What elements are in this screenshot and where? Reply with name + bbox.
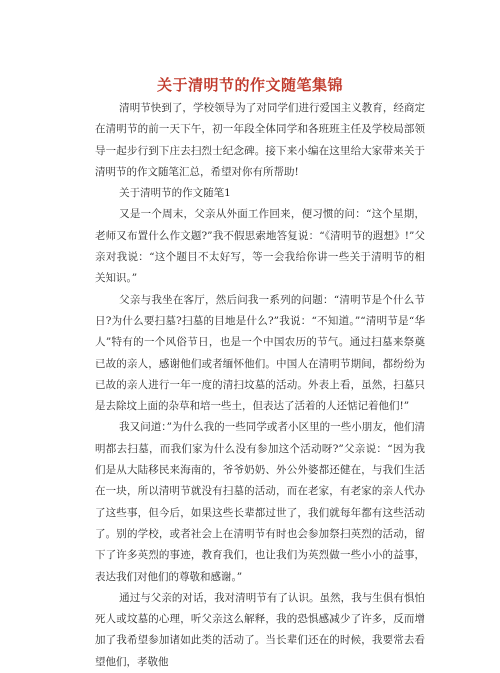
body-paragraph-1: 又是一个周末，父亲从外面工作回来，便习惯的问：“这个星期，老师又布置什么作文题?”我不假思索地答复说：“《清明节的遐想》!”父亲对我说：“这个题目不太好写，等一会我给你讲一些关于清明节的相关知识。” (95, 208, 425, 285)
body-paragraph-3: 我又问道：”为什么我的一些同学或者小区里的一些小朋友，他们清明都去扫墓，而我们家为什么没有参加这个活动呀?”父亲说：“因为我们是从大陆移民来海南的，爷爷奶奶、外公外婆都还健在，与我们生活在一块，所以清明节就没有扫墓的活动，而在老家，有老家的亲人代办了这些事，但今后，如果这些长辈都过世了，我们就每年都有这些活动了。别的学校，或者社会上在清明节有时也会参加祭扫英烈的活动，留下了许多英烈的事迹，教育我们，也让我们为英烈做一些小小的益事，表达我们对他们的尊敬和感谢。” (95, 421, 425, 583)
document-title: 关于清明节的作文随笔集锦 (156, 76, 343, 94)
body-paragraph-2: 父亲与我坐在客厅，然后问我一系列的问题：“清明节是个什么节日?为什么要扫墓?扫墓的目地是什么?”我说：“不知道。”“清明节是“华人”特有的一个风俗节日，也是一个中国农历的节气。通过扫墓来祭奠已故的亲人，感谢他们或者缅怀他们。中国人在清明节期间，都纷纷为已故的亲人进行一年一度的清扫坟墓的活动。外表上看，虽然，扫墓只是去除坟上面的杂草和培一些土，但表达了活着的人还惦记着他们!” (95, 293, 425, 413)
intro-paragraph: 清明节快到了，学校领导为了对同学们进行爱国主义教育，经商定在清明节的前一天下午，初一年段全体同学和各班班主任及学校局部领导一起步行到下庄去扫烈士纪念碑。接下来小编在这里给大家带来关于清明节的作文随笔汇总，希望对你有所帮助! (95, 102, 425, 178)
section-heading: 关于清明节的作文随笔1 (119, 187, 231, 200)
document-body (95, 98, 425, 673)
body-paragraph-4: 通过与父亲的对话，我对清明节有了认识。虽然，我与生俱有惧怕死人或坟墓的心理，听父亲这么解释，我的恐惧感减少了许多，反而增加了我希望参加诸如此类的活动了。当长辈们还在的时候，我要常去看望他们，孝敬他 (95, 591, 425, 668)
